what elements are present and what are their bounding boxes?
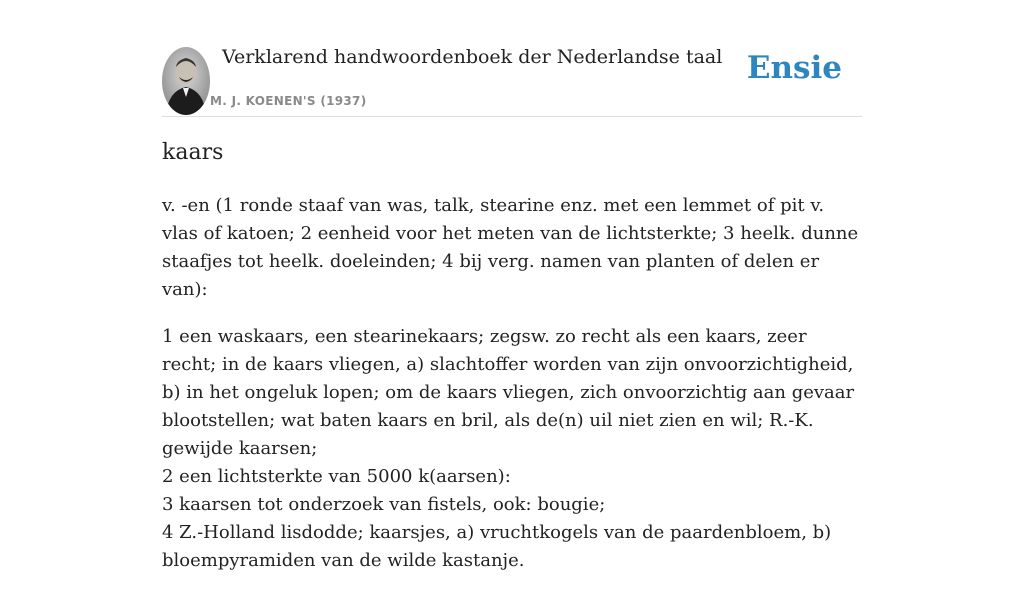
dictionary-header bbox=[162, 40, 862, 117]
dictionary-author: M. J. KOENEN'S (1937) bbox=[210, 94, 367, 108]
entry-definition: v. -en (1 ronde staaf van was, talk, stearine enz. met een lemmet of pit v. vlas of katoen; 2 eenheid voor het meten van de lichtsterkte; 3 heelk. dunne staafjes tot heelk. doeleinden; 4 bij verg. namen van planten of delen er van): bbox=[162, 195, 859, 300]
ensie-logo-link[interactable]: Ensie bbox=[746, 50, 842, 86]
author-portrait bbox=[162, 47, 210, 115]
sense-1: 1 een waskaars, een stearinekaars; zegsw. zo recht als een kaars, zeer recht; in de kaars vliegen, a) slachtoffer worden van zijn onvoorzichtigheid, b) in het ongeluk lopen; om de kaars vliegen, zich onvoorzichtig aan gevaar blootstellen; wat baten kaars en bril, als de(n) uil niet zien en wil; R.-K. gewijde kaarsen; bbox=[162, 326, 855, 459]
sense-4: 4 Z.-Holland lisdodde; kaarsjes, a) vruchtkogels van de paardenbloem, b) bloempyramiden van de wilde kastanje. bbox=[162, 522, 832, 571]
sense-3: 3 kaarsen tot onderzoek van fistels, ook: bougie; bbox=[162, 494, 606, 515]
dictionary-title[interactable]: Verklarend handwoordenboek der Nederlandse taal bbox=[222, 46, 723, 68]
sense-2: 2 een lichtsterkte van 5000 k(aarsen): bbox=[162, 466, 511, 487]
entry-body bbox=[162, 192, 862, 594]
entry-senses bbox=[162, 323, 862, 575]
entry-headword: kaars bbox=[162, 140, 224, 165]
